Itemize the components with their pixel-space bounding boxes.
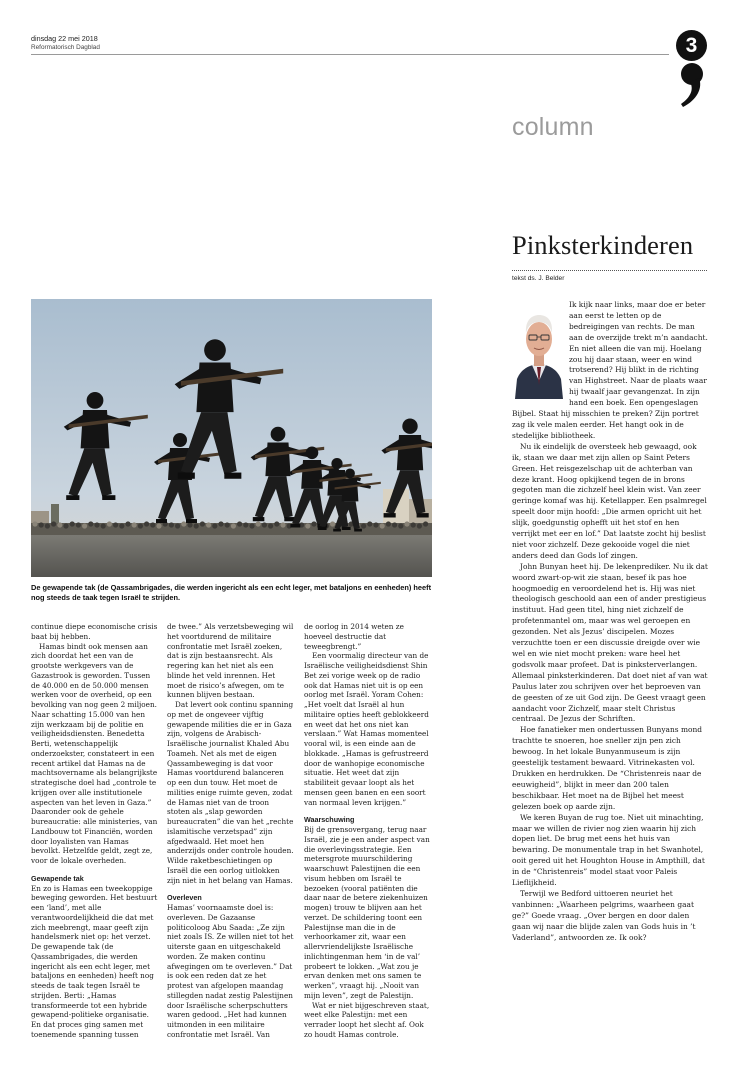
crowd-head xyxy=(206,522,211,527)
crowd-head xyxy=(194,523,199,528)
crowd-head xyxy=(249,523,254,528)
crowd-head xyxy=(380,523,385,528)
crowd-head xyxy=(39,522,44,527)
article-paragraph: Hamas bindt ook mensen aan zich doordat het een van de grootste werkgevers van de Gazastrook is geworden. Tussen de 40.000 en de 50.000 mensen werken voor de overheid, op een bevolking van nog geen 2 miljoen. Naar schatting 15.000 van hen zijn werkzaam bij de politie en veiligheidsdiensten. Benedetta Berti, wetenschappelijk onderzoekster, constateert in een recent artikel dat Hamas na de machtsovername als belangrijkste strategische doel had „controle te krijgen over alle institutionele aspecten van het leven in Gaza.” Daaronder ook de gehele bureaucratie: alle ministeries, van Landbouw tot Financiën, worden door loyalisten van Hamas bevolkt. Hetzelfde geldt, zegt ze, voor de lokale overheden. xyxy=(31,641,158,865)
crowd-head xyxy=(404,521,409,526)
crowd-head xyxy=(367,521,372,526)
crowd-head xyxy=(256,521,261,526)
crowd-head xyxy=(138,523,143,528)
photo-caption: De gewapende tak (de Qassambrigades, die werden ingericht als een echt leger, met bataljons en eenheden) heeft nog steeds de taak tegen Israël te strijden. xyxy=(31,583,432,602)
crowd-head xyxy=(274,521,279,526)
article-paragraph: continue diepe economische crisis baat bij hebben. xyxy=(31,622,158,641)
article-paragraph: Bij de grensovergang, terug naar Israël, zie je een ander aspect van die overlevingsstrategie. Een metersgrote muurschildering waarschuwt Palestijnen die een visum hebben om Israël te bezoeken (vooral patiënten die daar naar de betere ziekenhuizen mogen) trouw te blijven aan het verzet. De schildering toont een Palestijnse man die in de verhoorkamer zit, waar een allervriendelijkste Israëlische inlichtingenman hem ‘in de val’ probeert te lokken. „Wat zou je ervan denken met ons samen te werken”, vraagt hij. „Nooit van mijn leven”, zegt de Palestijn. xyxy=(304,825,430,1000)
article-column-1 xyxy=(31,622,158,1040)
crowd-head xyxy=(70,521,75,526)
article-column-3 xyxy=(304,622,434,1040)
crowd-head xyxy=(57,522,62,527)
article-paragraph: Wat er niet bijgeschreven staat, weet elke Palestijn: met een verrader loopt het slecht af. Ook zo houdt Hamas controle. xyxy=(304,1000,430,1039)
crowd-head xyxy=(268,523,273,528)
crowd-head xyxy=(280,522,285,527)
column-paragraph: Hoe fanatieker men ondertussen Bunyans mond trachtte te snoeren, hoe sneller zijn pen zich bewoog. In het lokale Bunyanmuseum is zijn geestelijk testament bewaard. Vitrinekasten vol. Drukken en herdrukken. De “Christenreis naar de eeuwigheid”, blijkt in meer dan 200 talen beschikbaar. Het moet na de Bijbel het meest gelezen boek op aarde zijn. xyxy=(512,725,703,811)
crowd-head xyxy=(200,521,205,526)
crowd-head xyxy=(150,522,155,527)
crowd-head xyxy=(423,521,428,526)
crowd-head xyxy=(237,521,242,526)
crowd-head xyxy=(132,522,137,527)
crowd-head xyxy=(187,522,192,527)
crowd-head xyxy=(175,523,180,528)
portrait-spacer xyxy=(512,300,569,400)
crowd-head xyxy=(113,522,118,527)
crowd-head xyxy=(225,522,230,527)
comma-ornament-icon xyxy=(679,62,705,108)
crowd-head xyxy=(181,521,186,526)
crowd-head xyxy=(218,521,223,526)
article-subheading: Overleven xyxy=(167,893,202,903)
crowd-head xyxy=(417,523,422,528)
crowd-head xyxy=(125,521,130,526)
crowd-head xyxy=(305,523,310,528)
crowd-head xyxy=(45,523,50,528)
crowd-head xyxy=(63,523,68,528)
article-subheading: Waarschuwing xyxy=(304,815,355,825)
crowd-head xyxy=(311,521,316,526)
crowd-head xyxy=(156,523,161,528)
header-date: dinsdag 22 mei 2018 xyxy=(31,34,98,43)
crowd-head xyxy=(386,521,391,526)
section-label: column xyxy=(512,113,594,141)
crowd-head xyxy=(243,522,248,527)
column-paragraph: We keren Buyan de rug toe. Niet uit minachting, maar we willen de rivier nog zien waarin hij zich dopen liet. De brug met eens het huis van bewaring. De monumentale trap in het Swanhotel, ooit gered uit het Houghton House in Ampthill, dat in de “Christenreis” model staat voor Paleis Lieflijkheid. xyxy=(512,812,705,888)
crowd-head xyxy=(32,521,37,526)
article-paragraph: de oorlog in 2014 weten ze hoeveel destructie dat teweegbrengt.” xyxy=(304,622,404,651)
crowd-head xyxy=(212,523,217,528)
crowd-head xyxy=(101,523,106,528)
article-paragraph: En zo is Hamas een tweekoppige beweging geworden. Het bestuurt een ‘land’, met alle verantwoordelijkheid die dat met zich meebrengt, maar geeft zijn handelsmerk niet op: het verzet. De gewapende tak (de Qassambrigades, die werden ingericht als een echt leger, met bataljons en eenheden) heeft nog steeds de taak tegen Israël te strijden. Berti: „Hamas transformeerde tot een hybride gewapend-politieke organisatie. En dat proces ging samen met toenemende spanning tussen xyxy=(31,883,158,1039)
crowd-head xyxy=(88,521,93,526)
crowd-head xyxy=(330,521,335,526)
title-dotted-rule xyxy=(512,270,707,271)
crowd-head xyxy=(231,523,236,528)
crowd-head xyxy=(76,522,81,527)
crowd-head xyxy=(262,522,267,527)
article-photo xyxy=(31,299,432,577)
article-paragraph: Een voormalig directeur van de Israëlische veiligheidsdienst Shin Bet zei vorige week op de radio ook dat Hamas niet uit is op een oorlog met Israël. Yoram Cohen: „Het voelt dat Israël al hun militaire opties heeft geblokkeerd en weet dat het ons niet kan verslaan.” Wat Hamas momenteel vooral wil, is een einde aan de blokkade. „Hamas is gefrustreerd door de wanhopige economische situatie. Het weet dat zijn stabiliteit gevaar loopt als het mensen geen banen en een soort van normaal leven krijgen.” xyxy=(304,651,429,807)
crowd-head xyxy=(373,522,378,527)
column-title: Pinksterkinderen xyxy=(512,230,694,260)
parade-photo xyxy=(31,299,432,577)
crowd-head xyxy=(94,522,99,527)
header-rule xyxy=(31,54,669,55)
article-paragraph: Dat levert ook continu spanning op met de ongeveer vijftig gewapende milities die er in Gaza zijn, volgens de Arabisch-Israëlische journalist Khaled Abu Toameh. Net als met de eigen Qassambeweging is dat voor Hamas voortdurend balanceren op een dun touw. Het moet de milities enige ruimte geven, zodat de Hamas niet van de troon stoten als „slap geworden bureaucraten” die van het „rechte islamitische verzetspad” zijn afgedwaald. Het moet hen anderzijds onder controle houden. Wilde raketbeschietingen op Israël die een oorlog uitlokken zijn niet in het belang van Hamas. xyxy=(167,700,294,885)
article-column-2 xyxy=(167,622,294,1040)
article-paragraph: Hamas’ voornaamste doel is: overleven. De Gazaanse politicoloog Abu Saada: „Ze zijn niet zoals IS. Ze willen niet tot het uiterste gaan en uitgeschakeld worden. Ze maken continu afwegingen om te overleven.” Dat is ook een reden dat ze het protest van afgelopen maandag stillegden nadat zestig Palestijnen door Israëlische scherpschutters waren gedood. „Het had kunnen uitmonden in een militaire confrontatie met Israël. Van xyxy=(167,903,294,1039)
header-paper-name: Reformatorisch Dagblad xyxy=(31,44,100,51)
crowd-head xyxy=(361,523,366,528)
crowd-head xyxy=(169,522,174,527)
column-body xyxy=(512,300,708,943)
crowd-head xyxy=(107,521,112,526)
crowd-head xyxy=(51,521,56,526)
crowd-head xyxy=(398,523,403,528)
crowd-head xyxy=(119,523,124,528)
crowd-head xyxy=(411,522,416,527)
crowd-head xyxy=(144,521,149,526)
crowd-head xyxy=(392,522,397,527)
column-byline: tekst ds. J. Belder xyxy=(512,275,565,282)
column-paragraph: Ik kijk naar links, maar doe er beter aan eerst te letten op de bedreigingen van rechts. De man aan de overzijde trekt m’n aandacht. En niet alleen die van mij. Hoelang zou hij daar staan, weer en wind trotserend? Hij blikt in de richting van Highstreet. Naar de plaats waar hij twaalf jaar gevangenzat. In zijn hand een boek. Een opengeslagen Bijbel. Staat hij misschien te preken? Zijn portret zag ik vele malen eerder. Het hangt ook in de stedelijke bibliotheek. xyxy=(512,300,708,440)
page-number: 3 xyxy=(676,30,707,61)
crowd-head xyxy=(82,523,87,528)
article-subheading: Gewapende tak xyxy=(31,873,84,883)
column-paragraph: Nu ik eindelijk de oversteek heb gewaagd, ook ik, staan we daar met zijn allen op Saint Peters Green. Het reisgezelschap uit de achterban van deze krant. Hoog opkijkend tegen de in brons gegoten man die zichzelf heel klein wist. Van zeer geringe komaf was hij. Ketellapper. Een psalmregel speelt door mijn hoofd: „Die armen opricht uit het slijk, goedgunstig ophefft uit het stof en hen verrijkt met eer en lof.” Dat laatste zocht hij beslist niet voor zichzelf. Deze gekooide vogel die niet anders deed dan Gods lof zingen. xyxy=(512,441,707,560)
photo-ground xyxy=(31,535,432,577)
article-paragraph: de twee.” Als verzetsbeweging wil het voortdurend de militaire confrontatie met Israël zoeken, dat is zijn bestaansrecht. Als regering kan het niet als een blinde het veld inrennen. Het moet de risico’s afwegen, om te kunnen blijven bestaan. xyxy=(167,622,294,700)
column-paragraph: John Bunyan heet hij. De lekenprediker. Nu ik dat woord zwart-op-wit zie staan, besef ik pas hoe hoogmoedig en veroordelend het is. Hij was niet theologisch geschoold aan een of ander prestigieus instituut. Had geen titel, hing niet zichzelf de profetenmantel om, maar was wel geroepen en gezonden. Net als Jezus’ discipelen. Mozes verzuchtte toen er een discussie dreigde over wie wel en wie niet mocht preken: ware heel het godsvolk maar profeet. Dat is pinksterverlangen. Allemaal pinksterkinderen. Dat doet niet af van wat Paulus later zou schrijven over het beproeven van de geesten of ze uit God zijn. De Geest vraagt geen aandacht voor Zichzelf, maar stelt Christus centraal. De Jezus der Schriften. xyxy=(512,561,708,724)
column-paragraph: Terwijl we Bedford uittoeren neuriet het vanbinnen: „Waarheen pelgrims, waarheen gaat ge?” Goede vraag. „Over bergen en door dalen gaan wij naar die blijde zalen van Gods huis in ’t Vaderland”, antwoorden ze. Ik ook? xyxy=(512,888,696,942)
